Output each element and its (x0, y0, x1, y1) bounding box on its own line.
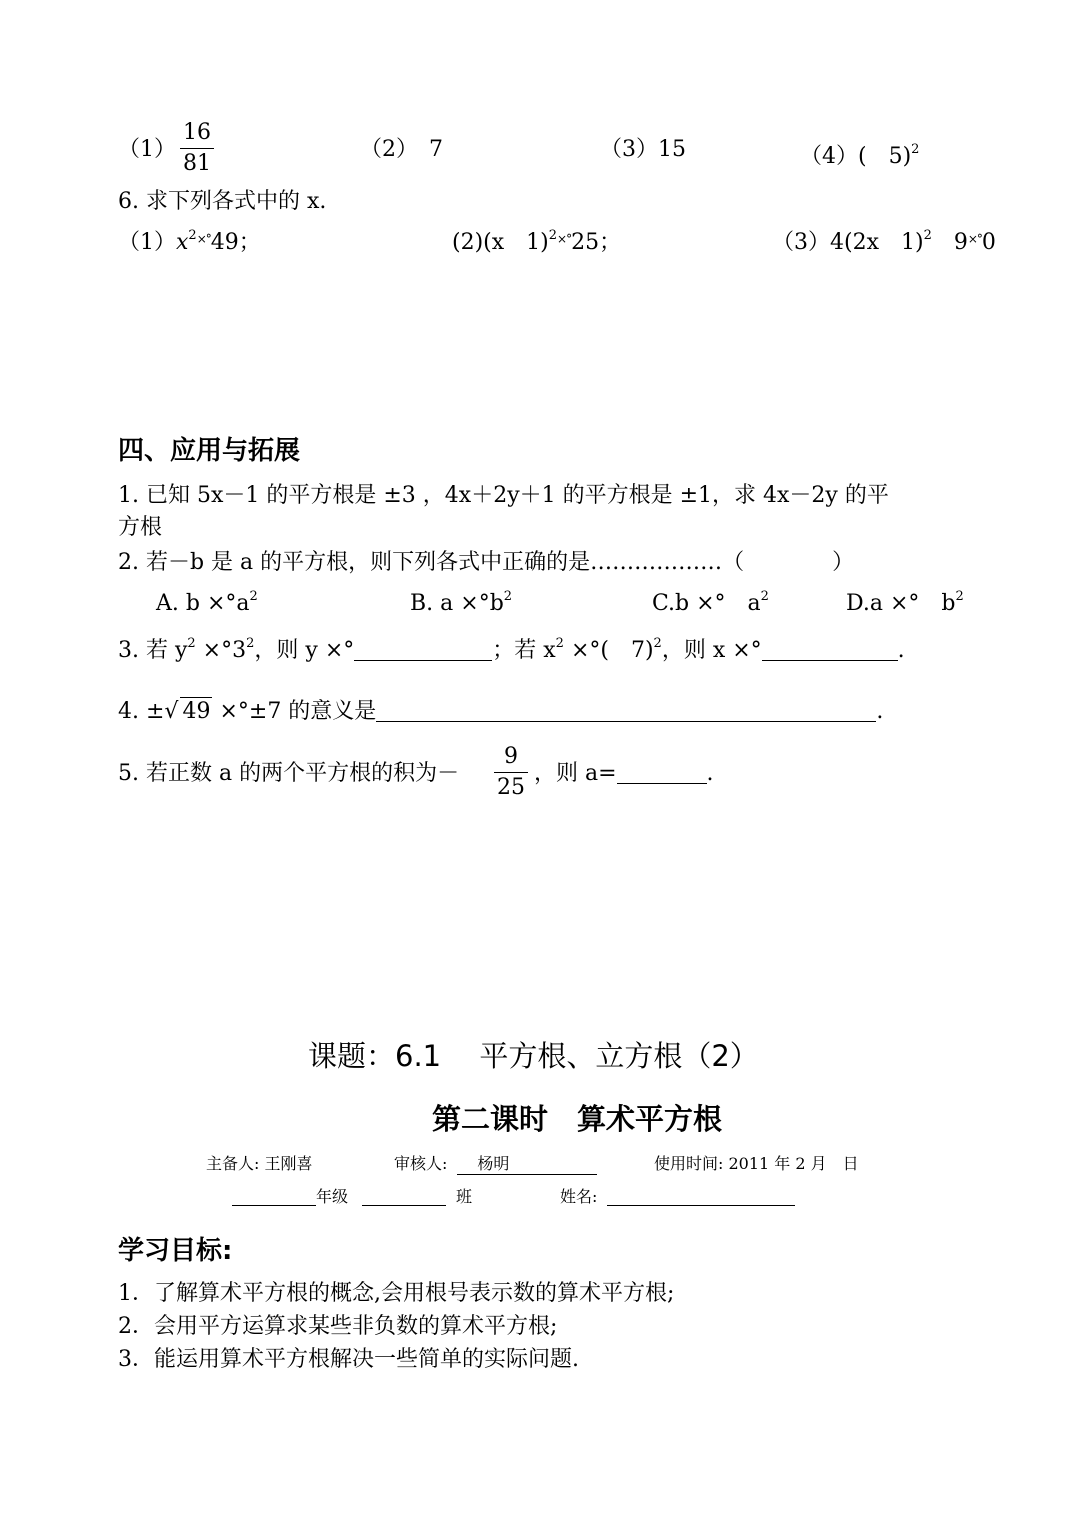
grade-blank[interactable] (232, 1189, 316, 1206)
name-blank[interactable] (607, 1189, 795, 1206)
fraction-numerator: 9 (504, 744, 518, 769)
class-label: 班 (456, 1187, 473, 1206)
radical-sign: √ (164, 699, 179, 724)
q4-part-b: ×°±7 的意义是 (212, 699, 377, 724)
name-field (560, 1187, 795, 1207)
goal-item: 1．了解算术平方根的概念,会用根号表示数的算术平方根; (118, 1281, 675, 1306)
q6-part2 (452, 222, 621, 257)
q5-fraction (494, 744, 528, 801)
q6-part1 (118, 222, 261, 257)
section4-heading: 四、应用与拓展 (118, 436, 301, 466)
goal-item: 2．会用平方运算求某些非负数的算术平方根; (118, 1314, 558, 1339)
q6-part3-exponent: 2 (923, 228, 932, 243)
ex5-part1-fraction (180, 120, 214, 177)
q6-part1-var: x (176, 230, 189, 255)
option-c-exponent: 2 (760, 589, 769, 604)
option-c-text: C.b ×° a (652, 591, 761, 616)
s4-q2-option-a (156, 583, 258, 618)
ex5-part4-exponent: 2 (911, 142, 920, 157)
grade-label: 年级 (316, 1187, 349, 1206)
q3-answer-blank-2[interactable] (762, 640, 898, 661)
s4-q2-option-c (652, 583, 769, 618)
q3-part-b: ×°3 (195, 638, 247, 663)
q3-part-c: ，则 y ×° (254, 638, 355, 663)
reviewer-value: 杨明 (457, 1154, 597, 1175)
reviewer-label: 审核人: (394, 1154, 448, 1173)
q6-part3-mid: 1) (878, 230, 924, 255)
class-field (362, 1187, 472, 1207)
q3-exponent-1: 2 (187, 636, 196, 651)
option-a-text: A. b ×°a (156, 591, 250, 616)
q6-part1-glyph: ×° (196, 232, 211, 246)
s4-q2-option-d (846, 583, 964, 618)
q3-exponent-3: 2 (555, 636, 564, 651)
ex5-part4-label: （4） (800, 144, 858, 169)
s4-q3 (118, 630, 905, 665)
q6-part2-tail: 25； (571, 230, 622, 255)
q6-part2-mid: 1) (504, 230, 549, 255)
ex5-part3: （3）15 (600, 137, 686, 162)
q3-part-d: ；若 x (492, 638, 556, 663)
fraction-denominator: 25 (497, 775, 525, 800)
q6-part3-tail: 9 (931, 230, 968, 255)
q6-part2-label: (2)(x (452, 230, 505, 255)
ex5-part4 (800, 136, 919, 171)
fraction-numerator: 16 (183, 120, 211, 145)
reviewer-field (394, 1154, 597, 1175)
q3-answer-blank-1[interactable] (354, 640, 492, 661)
ex5-part2: （2） 7 (360, 137, 443, 162)
q3-exponent-2: 2 (246, 636, 255, 651)
q6-part3 (772, 222, 996, 257)
q6-part3-label: （3）4(2x (772, 230, 879, 255)
ex5-part1-label: （1） (118, 137, 176, 162)
q4-radicand: 49 (182, 699, 211, 724)
q3-part-f: ，则 x ×° (661, 638, 762, 663)
q4-end: . (876, 699, 884, 724)
s4-q1-line2: 方根 (118, 515, 163, 540)
q3-part-a: 3. 若 y (118, 638, 188, 663)
lesson-title: 课题：6.1 平方根、立方根（2） (308, 1039, 759, 1073)
q6-part2-glyph: ×° (557, 232, 572, 246)
goals-heading: 学习目标: (118, 1236, 233, 1266)
s4-q4 (118, 697, 883, 726)
q6-stem: 6. 求下列各式中的 x. (118, 189, 327, 214)
q6-part3-end: 0 (981, 230, 996, 255)
fraction-denominator: 81 (183, 151, 211, 176)
s4-q2-stem: 2. 若－b 是 a 的平方根，则下列各式中正确的是………………（ ） (118, 550, 855, 575)
name-label: 姓名: (560, 1187, 598, 1206)
fraction-bar (494, 772, 528, 773)
q5-part-b: ，则 a= (534, 761, 617, 786)
option-b-exponent: 2 (503, 589, 513, 604)
q6-part1-label: （1） (118, 230, 176, 255)
s4-q5-text (118, 760, 459, 788)
class-blank[interactable] (362, 1189, 446, 1206)
lesson-subtitle: 第二课时 算术平方根 (432, 1102, 723, 1136)
q6-part3-glyph: ×° (967, 232, 982, 246)
preparer-label: 主备人: 王刚喜 (206, 1154, 313, 1173)
q6-part2-exponent: 2 (548, 228, 558, 243)
q3-end: . (897, 638, 905, 663)
s4-q1-line1: 1. 已知 5x－1 的平方根是 ±3 ，4x＋2y＋1 的平方根是 ±1，求 4x－2y 的平 (118, 483, 889, 508)
goal-item: 3．能运用算术平方根解决一些简单的实际问题. (118, 1347, 579, 1372)
ex5-part4-expr: ( 5) (858, 144, 912, 169)
s4-q2-option-b (410, 583, 512, 618)
option-a-exponent: 2 (249, 589, 258, 604)
option-d-text: D.a ×° b (846, 591, 956, 616)
usage-time: 使用时间: 2011 年 2 月 日 (654, 1154, 859, 1173)
q4-part-a: 4. ± (118, 699, 165, 724)
option-d-exponent: 2 (955, 589, 964, 604)
option-b-text: B. a ×°b (410, 591, 504, 616)
q5-end: . (706, 761, 714, 786)
q5-part-a: 5. 若正数 a 的两个平方根的积为－ (118, 761, 460, 786)
q6-part1-exponent: 2 (188, 228, 197, 243)
q3-part-e: ×°( 7) (563, 638, 654, 663)
q4-answer-blank[interactable] (376, 701, 876, 722)
s4-q5-tail (534, 760, 714, 788)
q3-exponent-4: 2 (653, 636, 662, 651)
grade-field (232, 1187, 348, 1207)
q6-part1-tail: 49； (210, 230, 261, 255)
q5-answer-blank[interactable] (617, 763, 707, 784)
fraction-bar (180, 148, 214, 149)
